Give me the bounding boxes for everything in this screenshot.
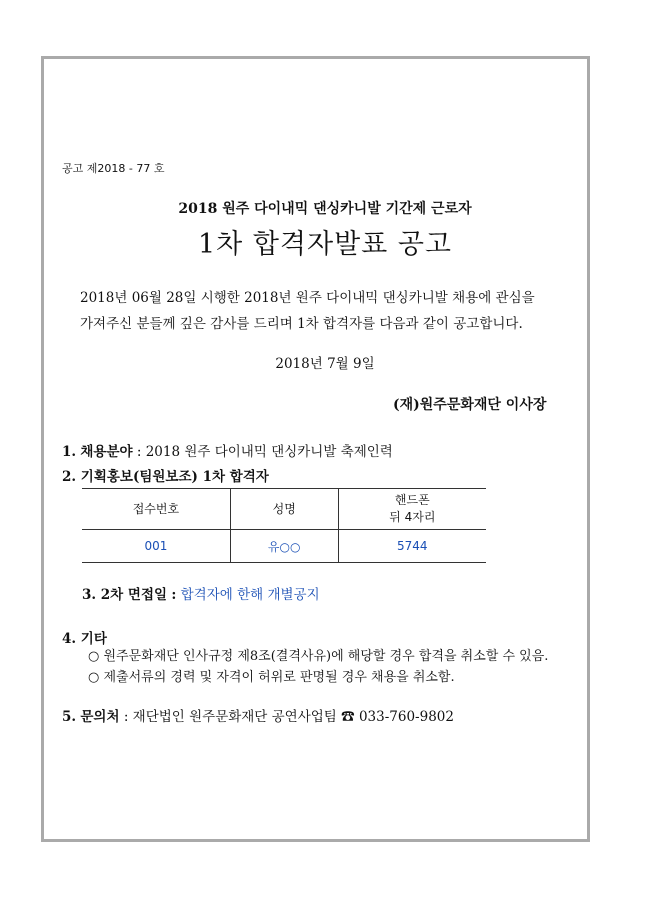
intro-paragraph	[80, 285, 535, 337]
cell-phone: 5744	[338, 530, 486, 563]
section1-label: 채용분야	[80, 444, 133, 460]
etc-item-2: 제출서류의 경력 및 자격이 허위로 판명될 경우 채용을 취소함.	[103, 670, 455, 685]
cell-receipt-number: 001	[82, 530, 230, 563]
section3-colon: :	[171, 587, 177, 603]
table-header-row	[82, 489, 486, 530]
bullet-icon: ○	[88, 649, 100, 664]
section1-number: 1.	[62, 444, 77, 460]
issuer: (재)원주문화재단 이사장	[393, 397, 547, 413]
bullet-icon: ○	[88, 670, 100, 685]
section5-value: : 재단법인 원주문화재단 공연사업팀	[123, 709, 337, 725]
list-item	[88, 666, 455, 685]
section1-value: : 2018 원주 다이내믹 댄싱카니발 축제인력	[136, 444, 393, 460]
section-etc-title: 4. 기타	[62, 631, 107, 647]
section-passed-applicants-title: 2. 기획홍보(팀원보조) 1차 합격자	[62, 469, 269, 485]
notice-date: 2018년 7월 9일	[275, 356, 375, 372]
results-table	[82, 488, 486, 563]
header-phone	[338, 489, 486, 530]
contact-phone: 033-760-9802	[358, 709, 454, 725]
header-receipt-number: 접수번호	[82, 489, 230, 530]
table-row	[82, 530, 486, 563]
header-phone-line1: 핸드폰	[394, 493, 430, 507]
section3-value: 합격자에 한해 개별공지	[180, 587, 320, 603]
section5-label: 문의처	[80, 709, 120, 725]
list-item	[88, 645, 548, 664]
intro-line-2: 가져주신 분들께 깊은 감사를 드리며 1차 합격자를 다음과 같이 공고합니다.	[80, 316, 523, 332]
header-name: 성명	[230, 489, 338, 530]
notice-subtitle: 2018 원주 다이내믹 댄싱카니발 기간제 근로자	[178, 201, 472, 217]
cell-name: 유○○	[230, 530, 338, 563]
notice-number: 공고 제2018 - 77 호	[62, 162, 165, 175]
section-recruitment-field	[62, 440, 393, 460]
section-interview-date	[82, 583, 320, 603]
section5-number: 5.	[62, 709, 77, 725]
section3-label: 3. 2차 면접일	[82, 587, 168, 603]
header-phone-line2: 뒤 4자리	[389, 510, 436, 524]
section-contact	[62, 705, 454, 725]
notice-title: 1차 합격자발표 공고	[198, 229, 452, 260]
intro-line-1: 2018년 06월 28일 시행한 2018년 원주 다이내믹 댄싱카니발 채용에 관심을	[80, 290, 535, 306]
etc-item-1: 원주문화재단 인사규정 제8조(결격사유)에 해당할 경우 합격을 취소할 수 있음.	[103, 649, 549, 664]
phone-icon: ☎	[341, 709, 355, 725]
